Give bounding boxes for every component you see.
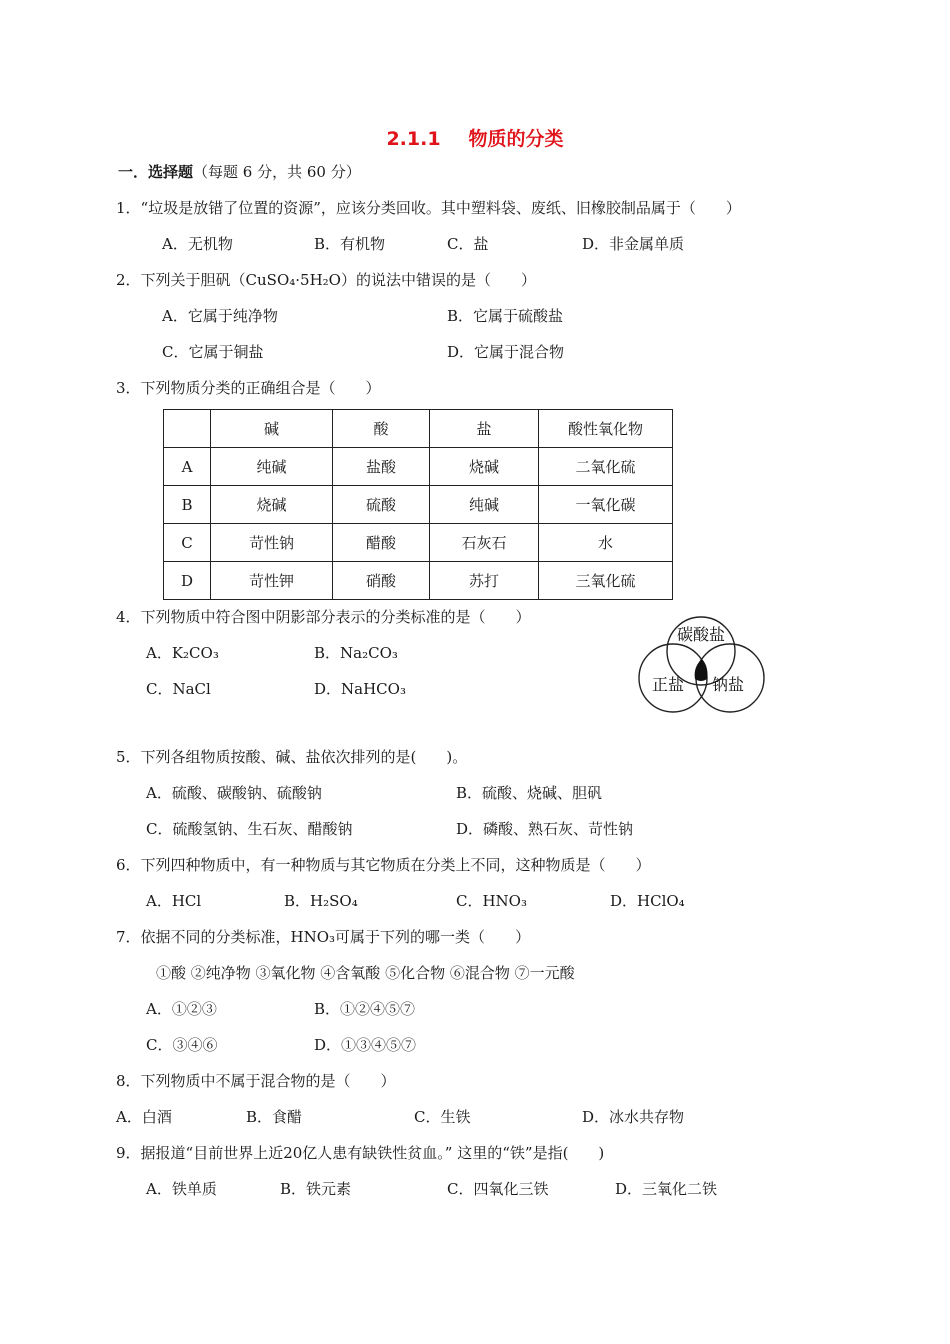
q5-option-d: D．磷酸、熟石灰、苛性钠	[456, 820, 634, 838]
table-cell: 二氧化硫	[539, 448, 673, 486]
q9-stem: 9．据报道“目前世界上近20亿人患有缺铁性贫血。” 这里的“铁”是指( )	[116, 1144, 605, 1162]
venn-label-sodium-salt: 钠盐	[711, 675, 745, 694]
q3-table	[163, 409, 673, 600]
q4-option-b: B．Na₂CO₃	[314, 644, 398, 662]
q7-option-b: B．①②④⑤⑦	[314, 1000, 416, 1018]
q7-option-d: D．①③④⑤⑦	[314, 1036, 417, 1054]
title-number: 2.1.1	[386, 128, 441, 150]
q5-stem: 5．下列各组物质按酸、碱、盐依次排列的是( )。	[116, 748, 468, 766]
table-row	[164, 486, 673, 524]
table-cell: 一氧化碳	[539, 486, 673, 524]
section-label: 一．选择题	[118, 163, 194, 181]
q4-option-d: D．NaHCO₃	[314, 680, 406, 698]
page-title	[0, 124, 950, 151]
venn-label-carbonate: 碳酸盐	[676, 625, 726, 644]
table-cell: 三氧化硫	[539, 562, 673, 600]
q4-stem: 4．下列物质中符合图中阴影部分表示的分类标准的是（ ）	[116, 608, 531, 626]
q6-option-b: B．H₂SO₄	[284, 892, 358, 910]
q5-option-c: C．硫酸氢钠、生石灰、醋酸钠	[146, 820, 353, 838]
q7-stem: 7．依据不同的分类标准，HNO₃可属于下列的哪一类（ ）	[116, 928, 531, 946]
table-row	[164, 524, 673, 562]
q5-option-a: A．硫酸、碳酸钠、硫酸钠	[146, 784, 322, 802]
table-cell: 苛性钠	[211, 524, 333, 562]
q4-option-a: A．K₂CO₃	[146, 644, 219, 662]
q6-option-c: C．HNO₃	[456, 892, 527, 910]
q2-option-b: B．它属于硫酸盐	[447, 307, 564, 325]
table-cell: D	[164, 562, 211, 600]
q6-stem: 6．下列四种物质中，有一种物质与其它物质在分类上不同，这种物质是（ ）	[116, 856, 651, 874]
title-text: 物质的分类	[468, 128, 564, 150]
q7-items: ①酸 ②纯净物 ③氧化物 ④含氧酸 ⑤化合物 ⑥混合物 ⑦一元酸	[156, 964, 575, 982]
table-cell: B	[164, 486, 211, 524]
q8-option-b: B．食醋	[246, 1108, 303, 1126]
q9-option-d: D．三氧化二铁	[615, 1180, 718, 1198]
table-header-cell: 碱	[211, 410, 333, 448]
q5-option-b: B．硫酸、烧碱、胆矾	[456, 784, 603, 802]
q1-stem: 1．“垃圾是放错了位置的资源”，应该分类回收。其中塑料袋、废纸、旧橡胶制品属于（ ）	[116, 199, 741, 217]
q2-option-d: D．它属于混合物	[447, 343, 565, 361]
q8-option-c: C．生铁	[414, 1108, 471, 1126]
q9-option-c: C．四氧化三铁	[447, 1180, 549, 1198]
table-cell: A	[164, 448, 211, 486]
q1-option-d: D．非金属单质	[582, 235, 685, 253]
table-cell: 盐酸	[333, 448, 430, 486]
venn-label-normal-salt: 正盐	[651, 675, 685, 694]
table-header-cell	[164, 410, 211, 448]
q8-option-a: A．白酒	[116, 1108, 172, 1126]
q2-stem: 2．下列关于胆矾（CuSO₄·5H₂O）的说法中错误的是（ ）	[116, 271, 536, 289]
venn-diagram	[638, 613, 768, 715]
table-cell: 烧碱	[430, 448, 539, 486]
venn-shaded-region	[695, 659, 708, 681]
q2-option-c: C．它属于铜盐	[162, 343, 264, 361]
table-cell: 苛性钾	[211, 562, 333, 600]
q9-option-b: B．铁元素	[280, 1180, 352, 1198]
q7-option-c: C．③④⑥	[146, 1036, 218, 1054]
table-cell: 烧碱	[211, 486, 333, 524]
table-cell: 水	[539, 524, 673, 562]
section-note: （每题 6 分，共 60 分）	[193, 163, 361, 181]
table-cell: 纯碱	[211, 448, 333, 486]
table-cell: 硫酸	[333, 486, 430, 524]
q2-option-a: A．它属于纯净物	[162, 307, 278, 325]
q1-option-a: A．无机物	[162, 235, 233, 253]
q4-option-c: C．NaCl	[146, 680, 211, 698]
q6-option-a: A．HCl	[146, 892, 202, 910]
table-header-cell: 酸性氧化物	[539, 410, 673, 448]
section-heading	[118, 161, 361, 182]
table-header-cell: 盐	[430, 410, 539, 448]
table-header-cell: 酸	[333, 410, 430, 448]
table-cell: C	[164, 524, 211, 562]
table-row	[164, 562, 673, 600]
table-cell: 醋酸	[333, 524, 430, 562]
table-cell: 纯碱	[430, 486, 539, 524]
table-cell: 苏打	[430, 562, 539, 600]
q1-option-c: C．盐	[447, 235, 489, 253]
q6-option-d: D．HClO₄	[610, 892, 685, 910]
table-row	[164, 448, 673, 486]
table-cell: 硝酸	[333, 562, 430, 600]
q3-stem: 3．下列物质分类的正确组合是（ ）	[116, 379, 381, 397]
q8-stem: 8．下列物质中不属于混合物的是（ ）	[116, 1072, 396, 1090]
q8-option-d: D．冰水共存物	[582, 1108, 685, 1126]
q9-option-a: A．铁单质	[146, 1180, 217, 1198]
q7-option-a: A．①②③	[146, 1000, 217, 1018]
table-header-row	[164, 410, 673, 448]
table-cell: 石灰石	[430, 524, 539, 562]
q1-option-b: B．有机物	[314, 235, 386, 253]
